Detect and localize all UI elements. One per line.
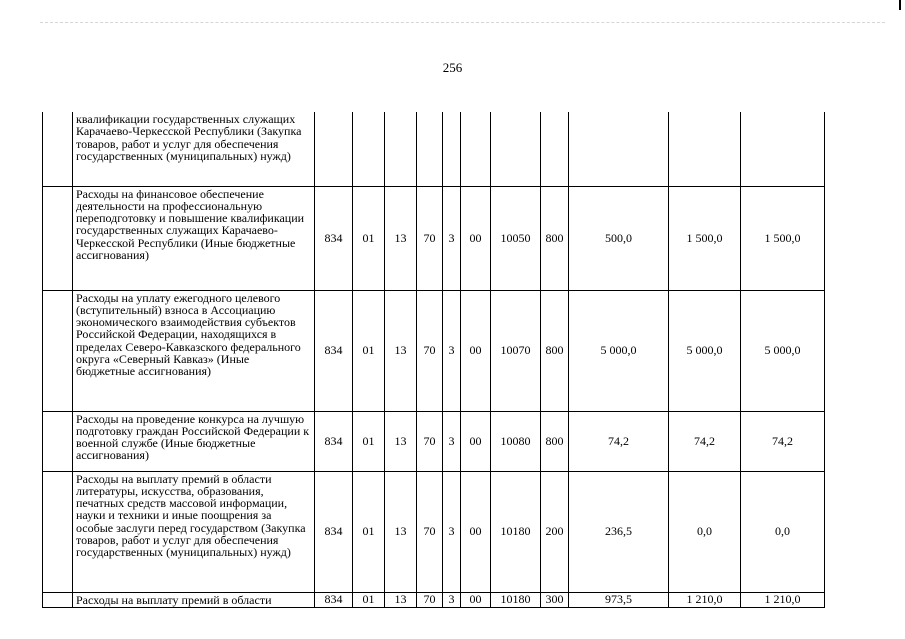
direction-cell <box>491 112 541 186</box>
description-cell: Расходы на проведение конкурса на лучшую подготовку граждан Российской Федерации к военной службе (Иные бюджетные ассигнования) <box>73 411 315 471</box>
amount-1-cell: 5 000,0 <box>569 290 669 411</box>
amount-2-cell: 74,2 <box>669 411 741 471</box>
row-index-cell <box>43 592 73 607</box>
amount-2-cell: 0,0 <box>669 471 741 592</box>
section-cell: 01 <box>353 411 385 471</box>
main-event-cell <box>461 112 491 186</box>
subprogram-cell: 3 <box>443 290 461 411</box>
amount-1-cell: 973,5 <box>569 592 669 607</box>
amount-2-cell: 1 210,0 <box>669 592 741 607</box>
main-event-cell: 00 <box>461 411 491 471</box>
table-row <box>43 411 825 471</box>
amount-2-cell: 1 500,0 <box>669 186 741 290</box>
description-cell: Расходы на выплату премий в области литературы, искусства, образования, печатных средств массовой информации, науки и техники и иные поощрения за особые заслуги перед государством (Закупка товаров, работ и услуг для обеспечения государственных (муниципальных) нужд) <box>73 471 315 592</box>
ministry-cell: 834 <box>315 290 353 411</box>
table-row <box>43 290 825 411</box>
description-cell: квалификации государственных служащих Карачаево-Черкесской Республики (Закупка товаров, работ и услуг для обеспечения государственных (муниципальных) нужд) <box>73 112 315 186</box>
section-cell <box>353 112 385 186</box>
direction-cell: 10180 <box>491 592 541 607</box>
section-cell: 01 <box>353 471 385 592</box>
subsection-cell <box>385 112 417 186</box>
amount-3-cell: 1 210,0 <box>741 592 825 607</box>
subsection-cell: 13 <box>385 592 417 607</box>
description-cell: Расходы на выплату премий в области <box>73 592 315 607</box>
expense-type-cell: 300 <box>541 592 569 607</box>
row-index-cell <box>43 290 73 411</box>
expense-type-cell: 200 <box>541 471 569 592</box>
description-cell: Расходы на уплату ежегодного целевого (вступительный) взноса в Ассоциацию экономического взаимодействия субъектов Российской Федерации, находящихся в пределах Северо-Кавказского федерального округа «Северный Кавказ» (Иные бюджетные ассигнования) <box>73 290 315 411</box>
table-row <box>43 186 825 290</box>
ministry-cell: 834 <box>315 471 353 592</box>
expense-type-cell: 800 <box>541 186 569 290</box>
subsection-cell: 13 <box>385 186 417 290</box>
program-cell: 70 <box>417 592 443 607</box>
page-number: 256 <box>442 60 463 75</box>
section-cell: 01 <box>353 186 385 290</box>
main-event-cell: 00 <box>461 471 491 592</box>
row-index-cell <box>43 471 73 592</box>
amount-2-cell <box>669 112 741 186</box>
program-cell: 70 <box>417 290 443 411</box>
subprogram-cell <box>443 112 461 186</box>
amount-3-cell: 0,0 <box>741 471 825 592</box>
subprogram-cell: 3 <box>443 471 461 592</box>
description-cell: Расходы на финансовое обеспечение деятельности на профессиональную переподготовку и повышение квалификации государственных служащих Карачаево-Черкесской Республики (Иные бюджетные ассигнования) <box>73 186 315 290</box>
table-row <box>43 471 825 592</box>
main-event-cell: 00 <box>461 186 491 290</box>
expense-type-cell: 800 <box>541 411 569 471</box>
subprogram-cell: 3 <box>443 592 461 607</box>
subsection-cell: 13 <box>385 471 417 592</box>
direction-cell: 10050 <box>491 186 541 290</box>
direction-cell: 10180 <box>491 471 541 592</box>
main-event-cell: 00 <box>461 290 491 411</box>
subsection-cell: 13 <box>385 290 417 411</box>
subsection-cell: 13 <box>385 411 417 471</box>
section-cell: 01 <box>353 290 385 411</box>
expense-type-cell <box>541 112 569 186</box>
amount-1-cell: 236,5 <box>569 471 669 592</box>
row-index-cell <box>43 411 73 471</box>
ministry-cell: 834 <box>315 411 353 471</box>
expense-type-cell: 800 <box>541 290 569 411</box>
top-rule <box>40 22 885 23</box>
ministry-cell: 834 <box>315 592 353 607</box>
program-cell: 70 <box>417 471 443 592</box>
amount-1-cell: 500,0 <box>569 186 669 290</box>
direction-cell: 10080 <box>491 411 541 471</box>
ministry-cell: 834 <box>315 186 353 290</box>
amount-1-cell: 74,2 <box>569 411 669 471</box>
amount-1-cell <box>569 112 669 186</box>
subprogram-cell: 3 <box>443 411 461 471</box>
subprogram-cell: 3 <box>443 186 461 290</box>
amount-3-cell: 74,2 <box>741 411 825 471</box>
program-cell: 70 <box>417 186 443 290</box>
row-index-cell <box>43 112 73 186</box>
budget-table <box>42 112 825 608</box>
program-cell <box>417 112 443 186</box>
amount-3-cell <box>741 112 825 186</box>
table-row <box>43 112 825 186</box>
main-event-cell: 00 <box>461 592 491 607</box>
amount-3-cell: 5 000,0 <box>741 290 825 411</box>
ministry-cell <box>315 112 353 186</box>
section-cell: 01 <box>353 592 385 607</box>
amount-2-cell: 5 000,0 <box>669 290 741 411</box>
amount-3-cell: 1 500,0 <box>741 186 825 290</box>
edge-mark <box>899 0 901 10</box>
direction-cell: 10070 <box>491 290 541 411</box>
row-index-cell <box>43 186 73 290</box>
table-row <box>43 592 825 607</box>
program-cell: 70 <box>417 411 443 471</box>
